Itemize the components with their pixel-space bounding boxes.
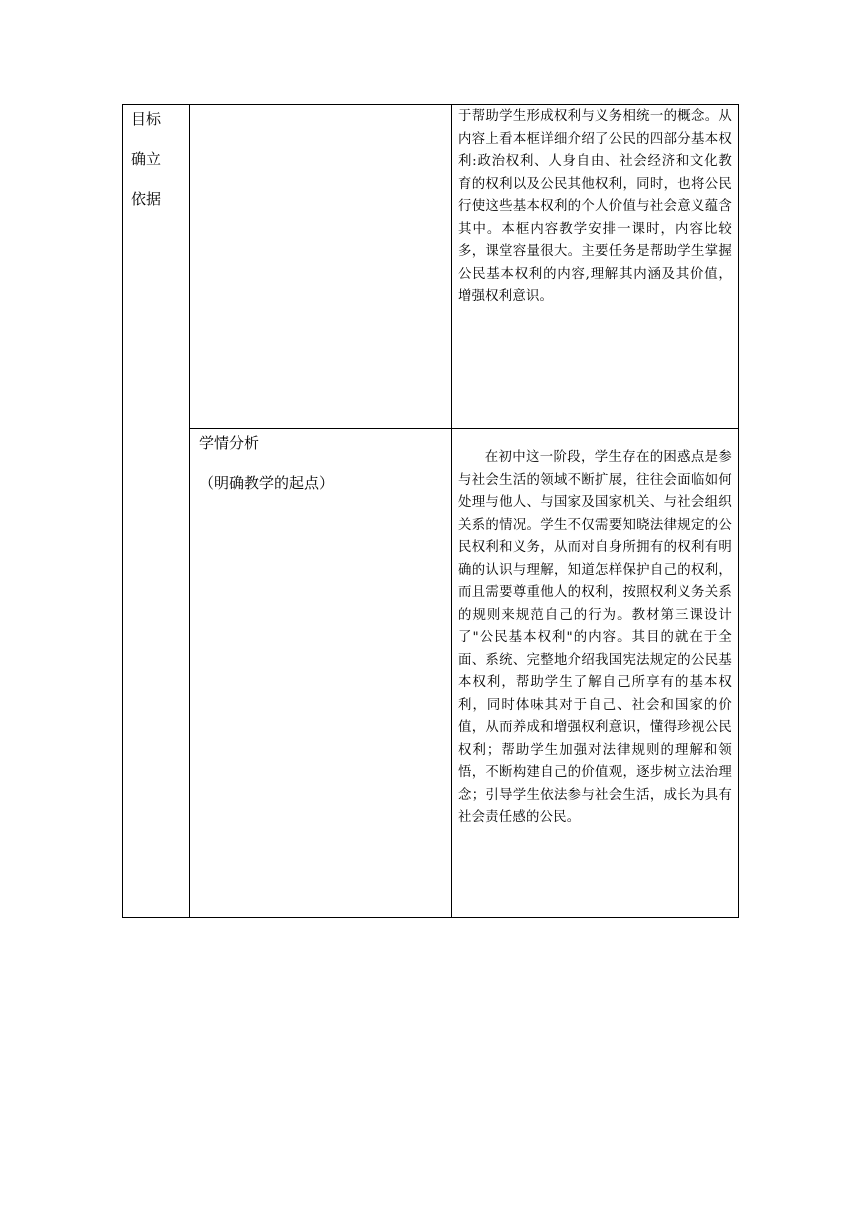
table-row: [123, 105, 739, 429]
row-label: [123, 105, 189, 227]
content-analysis-paragraph: 于帮助学生形成权利与义务相统一的概念。从内容上看本框详细介绍了公民的四部分基本权利:政治权利、人身自由、社会经济和文化教育的权利以及公民其他权利，同时，也将公民行使这些基本权利的个人价值与社会意义蕴含其中。本框内容教学安排一课时，内容比较多，课堂容量很大。主要任务是帮助学生掌握公民基本权利的内容,理解其内涵及其价值，增强权利意识。: [458, 109, 732, 304]
student-analysis-paragraph: 在初中这一阶段，学生存在的困惑点是参与社会生活的领域不断扩展，往往会面临如何处理与他人、与国家及国家机关、与社会组织关系的情况。学生不仅需要知晓法律规定的公民权利和义务，从而对自身所拥有的权利有明确的认识与理解，知道怎样保护自己的权利，而且需要尊重他人的权利，按照权利义务关系的规则来规范自己的行为。教材第三课设计了"公民基本权利"的内容。其目的就在于全面、系统、完整地介绍我国宪法规定的公民基本权利，帮助学生了解自己所享有的基本权利，同时体味其对于自己、社会和国家的价值，从而养成和增强权利意识，懂得珍视公民权利；帮助学生加强对法律规则的理解和领悟，不断构建自己的价值观，逐步树立法治理念；引导学生依法参与社会生活，成长为具有社会责任感的公民。: [458, 450, 732, 825]
section-subtitle: （明确教学的起点）: [199, 474, 335, 492]
table-row: [123, 429, 739, 918]
top-middle-text: [190, 105, 451, 107]
bottom-middle-cell: [190, 429, 452, 918]
section-title: 学情分析: [199, 434, 260, 452]
label-line-3: 依据: [131, 190, 162, 208]
top-right-cell: [452, 105, 739, 429]
label-line-2: 确立: [131, 150, 162, 168]
label-line-1: 目标: [131, 110, 162, 128]
lesson-plan-table: [122, 104, 739, 918]
label-cell: [123, 105, 190, 918]
top-middle-cell: [190, 105, 452, 429]
bottom-right-cell: [452, 429, 739, 918]
